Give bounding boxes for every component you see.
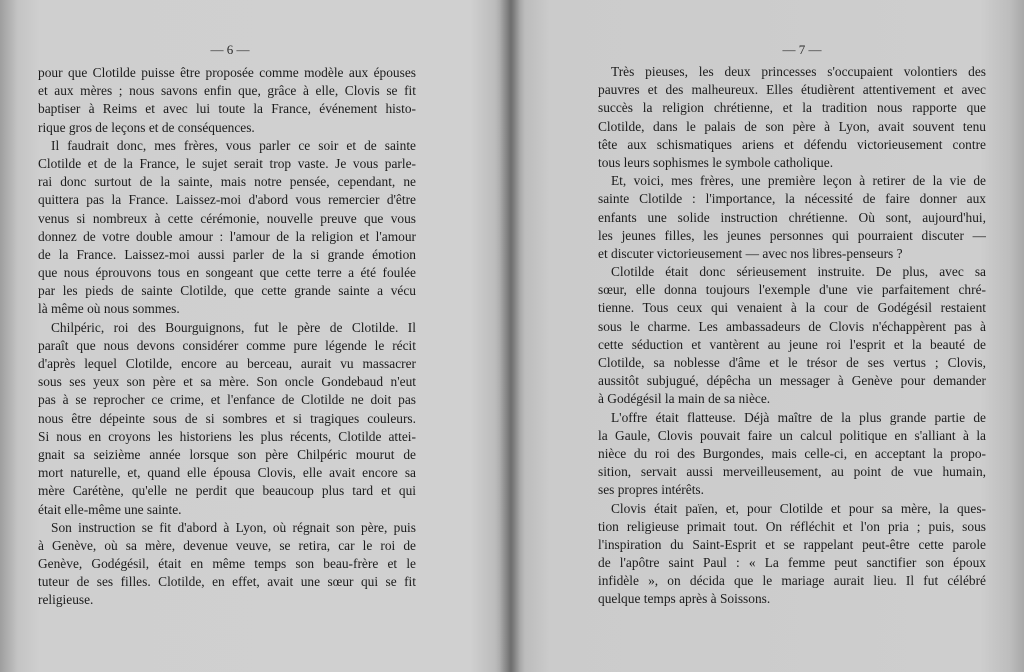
text-line: et aux mères ; nous savons enfin que, grâce à elle, Clovis se fit xyxy=(38,83,416,99)
text-line: rai donc surtout de la sainte, mais notre pensée, cependant, ne xyxy=(38,174,416,190)
text-line: sous le charme. Les ambassadeurs de Clovis n'échappèrent pas à xyxy=(598,318,986,334)
text-line: baptiser à Reims et avec lui toute la France, événement histo- xyxy=(38,101,416,117)
right-page-text xyxy=(598,63,986,609)
text-line: Il faudrait donc, mes frères, vous parler ce soir et de sainte xyxy=(51,137,416,153)
text-line: là même où nous sommes. xyxy=(38,301,180,317)
right-page xyxy=(512,0,1024,672)
text-line: à Genève, où sa mère, devenue veuve, se retira, car le roi de xyxy=(38,537,416,553)
text-line: rique gros de leçons et de conséquences. xyxy=(38,119,255,135)
text-line: tête aux schismatiques ariens et défendu victorieusement contre xyxy=(598,136,986,152)
text-line: tion religieuse primait tout. On réfléchit et l'on pria ; puis, sous xyxy=(598,518,986,534)
text-line: donnez de votre double amour : l'amour de la religion et l'amour xyxy=(38,228,416,244)
text-line: Son instruction se fit d'abord à Lyon, où régnait son père, puis xyxy=(51,519,416,535)
text-line: Si nous en croyons les historiens les plus récents, Clotilde attei- xyxy=(38,428,416,444)
text-line: cette séduction et vantèrent au jeune roi l'esprit et la beauté de xyxy=(598,336,986,352)
text-line: était elle-même une sainte. xyxy=(38,501,182,517)
text-line: religieuse. xyxy=(38,592,94,608)
text-line: de l'apôtre saint Paul : « La femme peut sanctifier son époux xyxy=(598,555,986,571)
text-line: pour que Clotilde puisse être proposée comme modèle aux épouses xyxy=(38,65,416,80)
text-line: à Godégésil la main de sa nièce. xyxy=(598,391,771,407)
left-page-number: — 6 — xyxy=(210,42,250,57)
text-line: Chilpéric, roi des Bourguignons, fut le père de Clotilde. Il xyxy=(51,319,416,335)
text-line: tous leurs sophismes le symbole catholique. xyxy=(598,154,834,170)
text-line: que nous éprouvons tous en songeant que cette terre a été foulée xyxy=(38,265,416,281)
text-line: infidèle », on décida que le mariage aurait lieu. Il fut célébré xyxy=(598,573,986,589)
text-line: les jeunes filles, les jeunes personnes qui pourraient discuter — xyxy=(598,227,986,243)
text-line: Clovis était païen, et, pour Clotilde et pour sa mère, la ques- xyxy=(611,500,986,516)
text-line: sition, servait aussi merveilleusement, au point de vue humain, xyxy=(598,464,986,480)
text-line: succès la religion chrétienne, et la tradition nous rapporte que xyxy=(598,100,986,116)
text-line: mort naturelle, et, quand elle épousa Clovis, elle avait encore sa xyxy=(38,465,416,481)
text-line: l'inspiration du Saint-Esprit et se rappelant peut-être cette parole xyxy=(598,536,986,552)
text-line: de la France. Laissez-moi aussi parler de la si grande émotion xyxy=(38,246,416,262)
text-line: aussitôt subjugué, dépêcha un messager à Genève pour demander xyxy=(598,373,986,389)
text-line: Clotilde était donc sérieusement instruite. De plus, avec sa xyxy=(611,264,986,280)
text-line: nous être dépeinte sous de si sombres et si tragiques couleurs. xyxy=(38,410,416,426)
text-line: paraît que nous devons considérer comme pure légende le récit xyxy=(38,337,416,353)
text-line: mère Carétène, qu'elle ne perdit que beaucoup plus tard et qui xyxy=(38,483,416,499)
text-line: ses propres intérêts. xyxy=(598,482,704,498)
text-line: Très pieuses, les deux princesses s'occupaient volontiers des xyxy=(611,64,986,79)
text-line: nièce du roi des Burgondes, mais celle-ci, en acceptant la propo- xyxy=(598,445,986,461)
text-line: L'offre était flatteuse. Déjà maître de la plus grande partie de xyxy=(611,409,986,425)
text-line: Genève, Godégésil, était en même temps son beau-frère et le xyxy=(38,556,416,572)
text-line: sous ses yeux son père et sa mère. Son oncle Gondebaud n'eut xyxy=(38,374,416,390)
left-page-text xyxy=(38,64,416,610)
text-line: quittera pas la France. Laissez-moi d'abord vous remercier d'être xyxy=(38,192,416,208)
text-line: par les pieds de sainte Clotilde, que cette grande sainte a vécu xyxy=(38,283,416,299)
text-line: tuteur de ses filles. Clotilde, en effet, avait une sœur qui se fit xyxy=(38,574,416,590)
right-page-number: — 7 — xyxy=(782,42,822,57)
text-line: gnait sa seizième année lorsque son père Chilpéric mourut de xyxy=(38,446,416,462)
text-line: Clotilde et de la France, le sujet serait trop vaste. Je vous parle- xyxy=(38,155,416,171)
text-line: sainte Clotilde : l'importance, la nécessité de faire donner aux xyxy=(598,191,986,207)
text-line: la Gaule, Clovis pouvait faire un calcul politique en s'alliant à la xyxy=(598,427,986,443)
text-line: quelque temps après à Soissons. xyxy=(598,591,771,607)
left-page xyxy=(0,0,505,672)
text-line: sœur, elle donna toujours l'exemple d'une vie parfaitement chré- xyxy=(598,282,986,298)
text-line: Clotilde, sa noblesse d'âme et le trésor de ses vertus ; Clovis, xyxy=(598,355,986,370)
text-line: venus si nombreux à cette cérémonie, nouvelle preuve que vous xyxy=(38,210,416,226)
text-line: enfants une solide instruction chrétienne. Où sont, aujourd'hui, xyxy=(598,209,986,225)
text-line: d'après lequel Clotilde, encore au berceau, aurait vu massacrer xyxy=(38,356,416,371)
text-line: pauvres et des malheureux. Elles étudièrent attentivement et avec xyxy=(598,82,986,98)
text-line: tienne. Tous ceux qui venaient à la cour de Godégésil restaient xyxy=(598,300,986,316)
text-line: et discuter victorieusement — avec nos libres-penseurs ? xyxy=(598,245,903,261)
text-line: Et, voici, mes frères, une première leçon à retirer de la vie de xyxy=(611,173,986,189)
text-line: Clotilde, dans le palais de son père à Lyon, avait souvent tenu xyxy=(598,118,986,134)
text-line: pas à se reprocher ce crime, et l'enfance de Clotilde ne doit pas xyxy=(38,392,416,408)
